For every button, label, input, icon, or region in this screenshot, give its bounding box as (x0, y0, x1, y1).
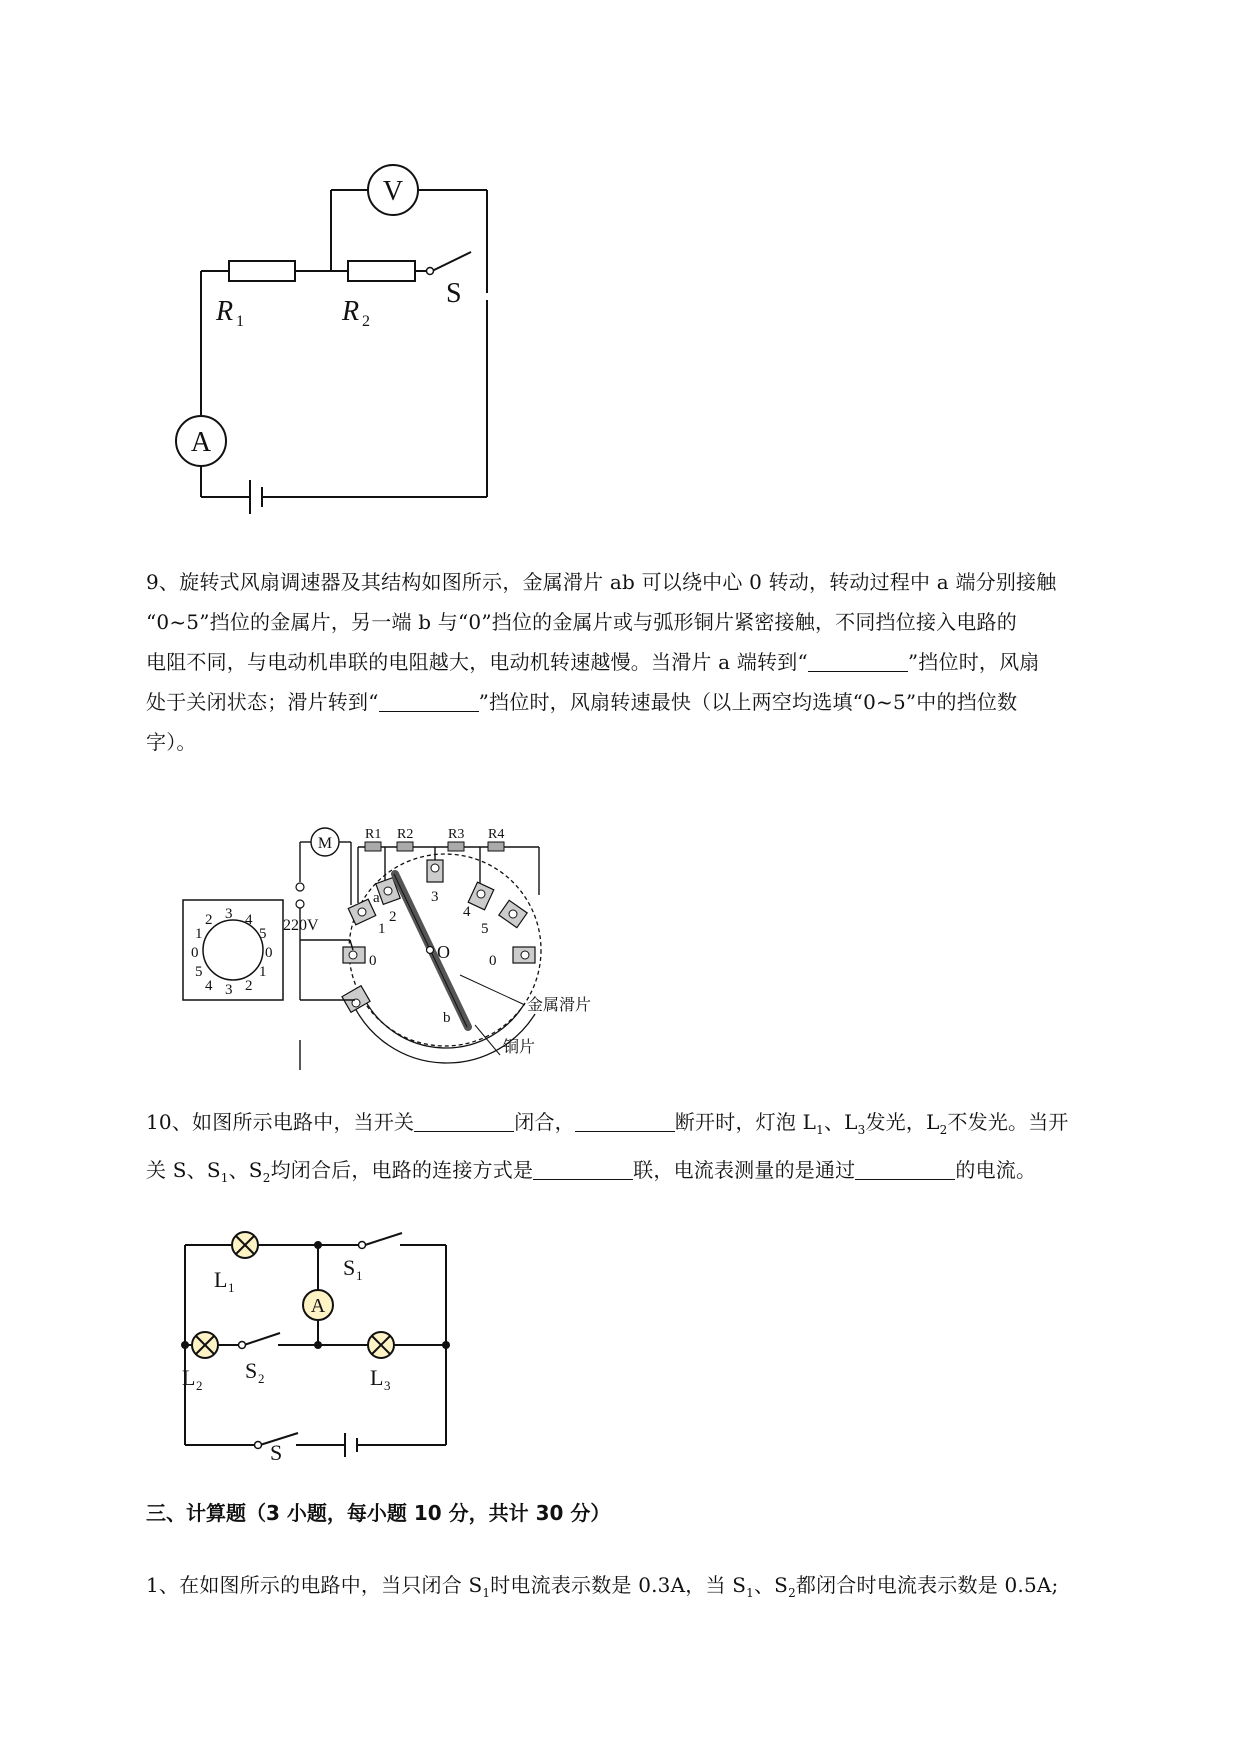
r3-label: R3 (448, 827, 465, 842)
copper-label: 铜片 (503, 1037, 536, 1056)
section-3-heading: 三、计算题（3 小题，每小题 10 分，共计 30 分） (146, 1501, 611, 1525)
contact-a-label: a (373, 890, 380, 906)
q10-blank-1[interactable] (414, 1107, 514, 1132)
ammeter-label: A (310, 1295, 326, 1317)
r2-label: R2 (397, 827, 414, 842)
q9-blank-1[interactable] (808, 647, 908, 672)
r1-label: R1 (365, 827, 382, 842)
s2-sub: 2 (258, 1371, 265, 1386)
lamp-l2 (192, 1332, 218, 1358)
l3-label: L (370, 1365, 384, 1390)
r1-label: R (216, 296, 234, 327)
calc-q1-text-d: 都闭合时电流表示数是 0.5A; (795, 1573, 1059, 1597)
ammeter-label: A (190, 427, 212, 458)
calc-q1-text-a: 1、在如图所示的电路中，当只闭合 S (146, 1573, 483, 1597)
q9-line-4-post: ”挡位时，风扇转速最快（以上两空均选填“0~5”中的挡位数 (478, 690, 1018, 714)
q10-line2-sub-2: 2 (262, 1171, 271, 1185)
s-label: S (270, 1440, 283, 1460)
position-3-label: 3 (431, 889, 439, 905)
calc-q1-sub-c: 2 (788, 1586, 796, 1600)
q10-sub-3: 3 (857, 1123, 866, 1137)
q10-line2-e: 的电流。 (955, 1158, 1037, 1182)
q10-text-5: 发光，L (865, 1110, 940, 1134)
q10-sub-2: 2 (939, 1123, 948, 1137)
calc-q1-text-c: 、S (753, 1573, 789, 1597)
position-4-label: 4 (463, 904, 471, 920)
q10-line2-sub-1: 1 (220, 1171, 229, 1185)
circuit-figure-1 (160, 160, 500, 530)
q10-blank-3[interactable] (533, 1155, 633, 1180)
question-10 (146, 1102, 1156, 1198)
position-5-label: 5 (481, 921, 489, 937)
q10-text-2: 闭合， (514, 1110, 575, 1134)
position-0-right-label: 0 (489, 953, 497, 969)
q9-line-4 (146, 682, 1156, 722)
q10-sub-1: 1 (816, 1123, 824, 1137)
resistor-r2 (348, 261, 415, 281)
position-2-label: 2 (389, 909, 397, 925)
s1-sub: 1 (356, 1268, 363, 1283)
slider-label: 金属滑片 (527, 995, 592, 1014)
voltmeter-label: V (382, 176, 404, 207)
dial-bottom-1: 1 (259, 964, 267, 980)
motor-label: M (317, 835, 333, 852)
dial-bottom-4: 4 (205, 978, 213, 994)
q10-blank-4[interactable] (855, 1155, 955, 1180)
s1-label: S (343, 1255, 356, 1280)
calc-q1-text-b: 时电流表示数是 0.3A，当 S (490, 1573, 747, 1597)
q10-line2-a: 关 S、S (146, 1158, 221, 1182)
q10-line-1 (146, 1102, 1156, 1150)
q10-line2-d: 联，电流表测量的是通过 (633, 1158, 856, 1182)
q9-line-1: 9、旋转式风扇调速器及其结构如图所示，金属滑片 ab 可以绕中心 0 转动，转动过程中 a 端分别接触 (146, 570, 1057, 594)
q9-line-5: 字）。 (146, 730, 197, 754)
resistor-r4 (488, 842, 504, 851)
q10-blank-2[interactable] (575, 1107, 675, 1132)
r1-subscript: 1 (236, 313, 244, 330)
q10-text-6: 不发光。当开 (947, 1110, 1069, 1134)
r4-label: R4 (488, 827, 505, 842)
q9-line-3-pre: 电阻不同，与电动机串联的电阻越大，电动机转速越慢。当滑片 a 端转到“ (146, 650, 808, 674)
dial-top-5: 5 (259, 926, 267, 942)
lamp-l1 (232, 1232, 258, 1258)
q9-line-4-pre: 处于关闭状态；滑片转到“ (146, 690, 379, 714)
pivot-o (427, 947, 434, 954)
question-9 (146, 562, 1156, 762)
supply-voltage-label: 220V (283, 917, 319, 934)
l1-label: L (214, 1267, 228, 1292)
q10-text-1: 10、如图所示电路中，当开关 (146, 1110, 415, 1134)
dial-top-4: 4 (245, 912, 253, 928)
q10-line2-c: 均闭合后，电路的连接方式是 (270, 1158, 534, 1182)
q10-text-3: 断开时，灯泡 L (674, 1110, 817, 1134)
resistor-r1 (229, 261, 295, 281)
calc-question-1 (146, 1565, 1156, 1613)
dial-left-0: 0 (191, 945, 199, 961)
l2-label: L (182, 1365, 196, 1390)
dial-right-0: 0 (265, 945, 273, 961)
l3-sub: 3 (384, 1378, 391, 1393)
position-1-label: 1 (378, 921, 386, 937)
calc-q1-sub-b: 1 (746, 1586, 754, 1600)
s2-label: S (245, 1358, 258, 1383)
dial-top-2: 2 (205, 912, 213, 928)
r2-label: R (342, 296, 360, 327)
fan-speed-regulator-figure (175, 800, 695, 1070)
l1-sub: 1 (228, 1280, 235, 1295)
switch-contact (427, 268, 434, 275)
contact-b-label: b (443, 1010, 451, 1026)
dial-bottom-5: 5 (195, 964, 203, 980)
resistor-r1 (365, 842, 381, 851)
calc-q1-line-1 (146, 1565, 1156, 1613)
resistor-r2 (397, 842, 413, 851)
lamp-l3 (368, 1332, 394, 1358)
dial-bottom-2: 2 (245, 978, 253, 994)
resistor-r3 (448, 842, 464, 851)
r2-subscript: 2 (362, 313, 370, 330)
switch-label: S (446, 278, 462, 309)
q10-text-4: 、L (823, 1110, 858, 1134)
q10-line-2 (146, 1150, 1156, 1198)
q10-line2-b: 、S (228, 1158, 263, 1182)
dial-knob (203, 920, 263, 980)
dial-top-3: 3 (225, 906, 233, 922)
dial-bottom-3: 3 (225, 982, 233, 998)
dial-top-1: 1 (195, 926, 203, 942)
q9-line-3 (146, 642, 1156, 682)
circuit-figure-3 (170, 1215, 470, 1460)
q9-line-2: “0~5”挡位的金属片，另一端 b 与“0”挡位的金属片或与弧形铜片紧密接触，不同挡位接入电路的 (146, 610, 1017, 634)
q9-line-3-post: ”挡位时，风扇 (907, 650, 1040, 674)
calc-q1-sub-a: 1 (482, 1586, 491, 1600)
q9-blank-2[interactable] (379, 687, 479, 712)
l2-sub: 2 (196, 1378, 203, 1393)
position-0-left-label: 0 (369, 953, 377, 969)
center-o-label: O (437, 942, 450, 962)
